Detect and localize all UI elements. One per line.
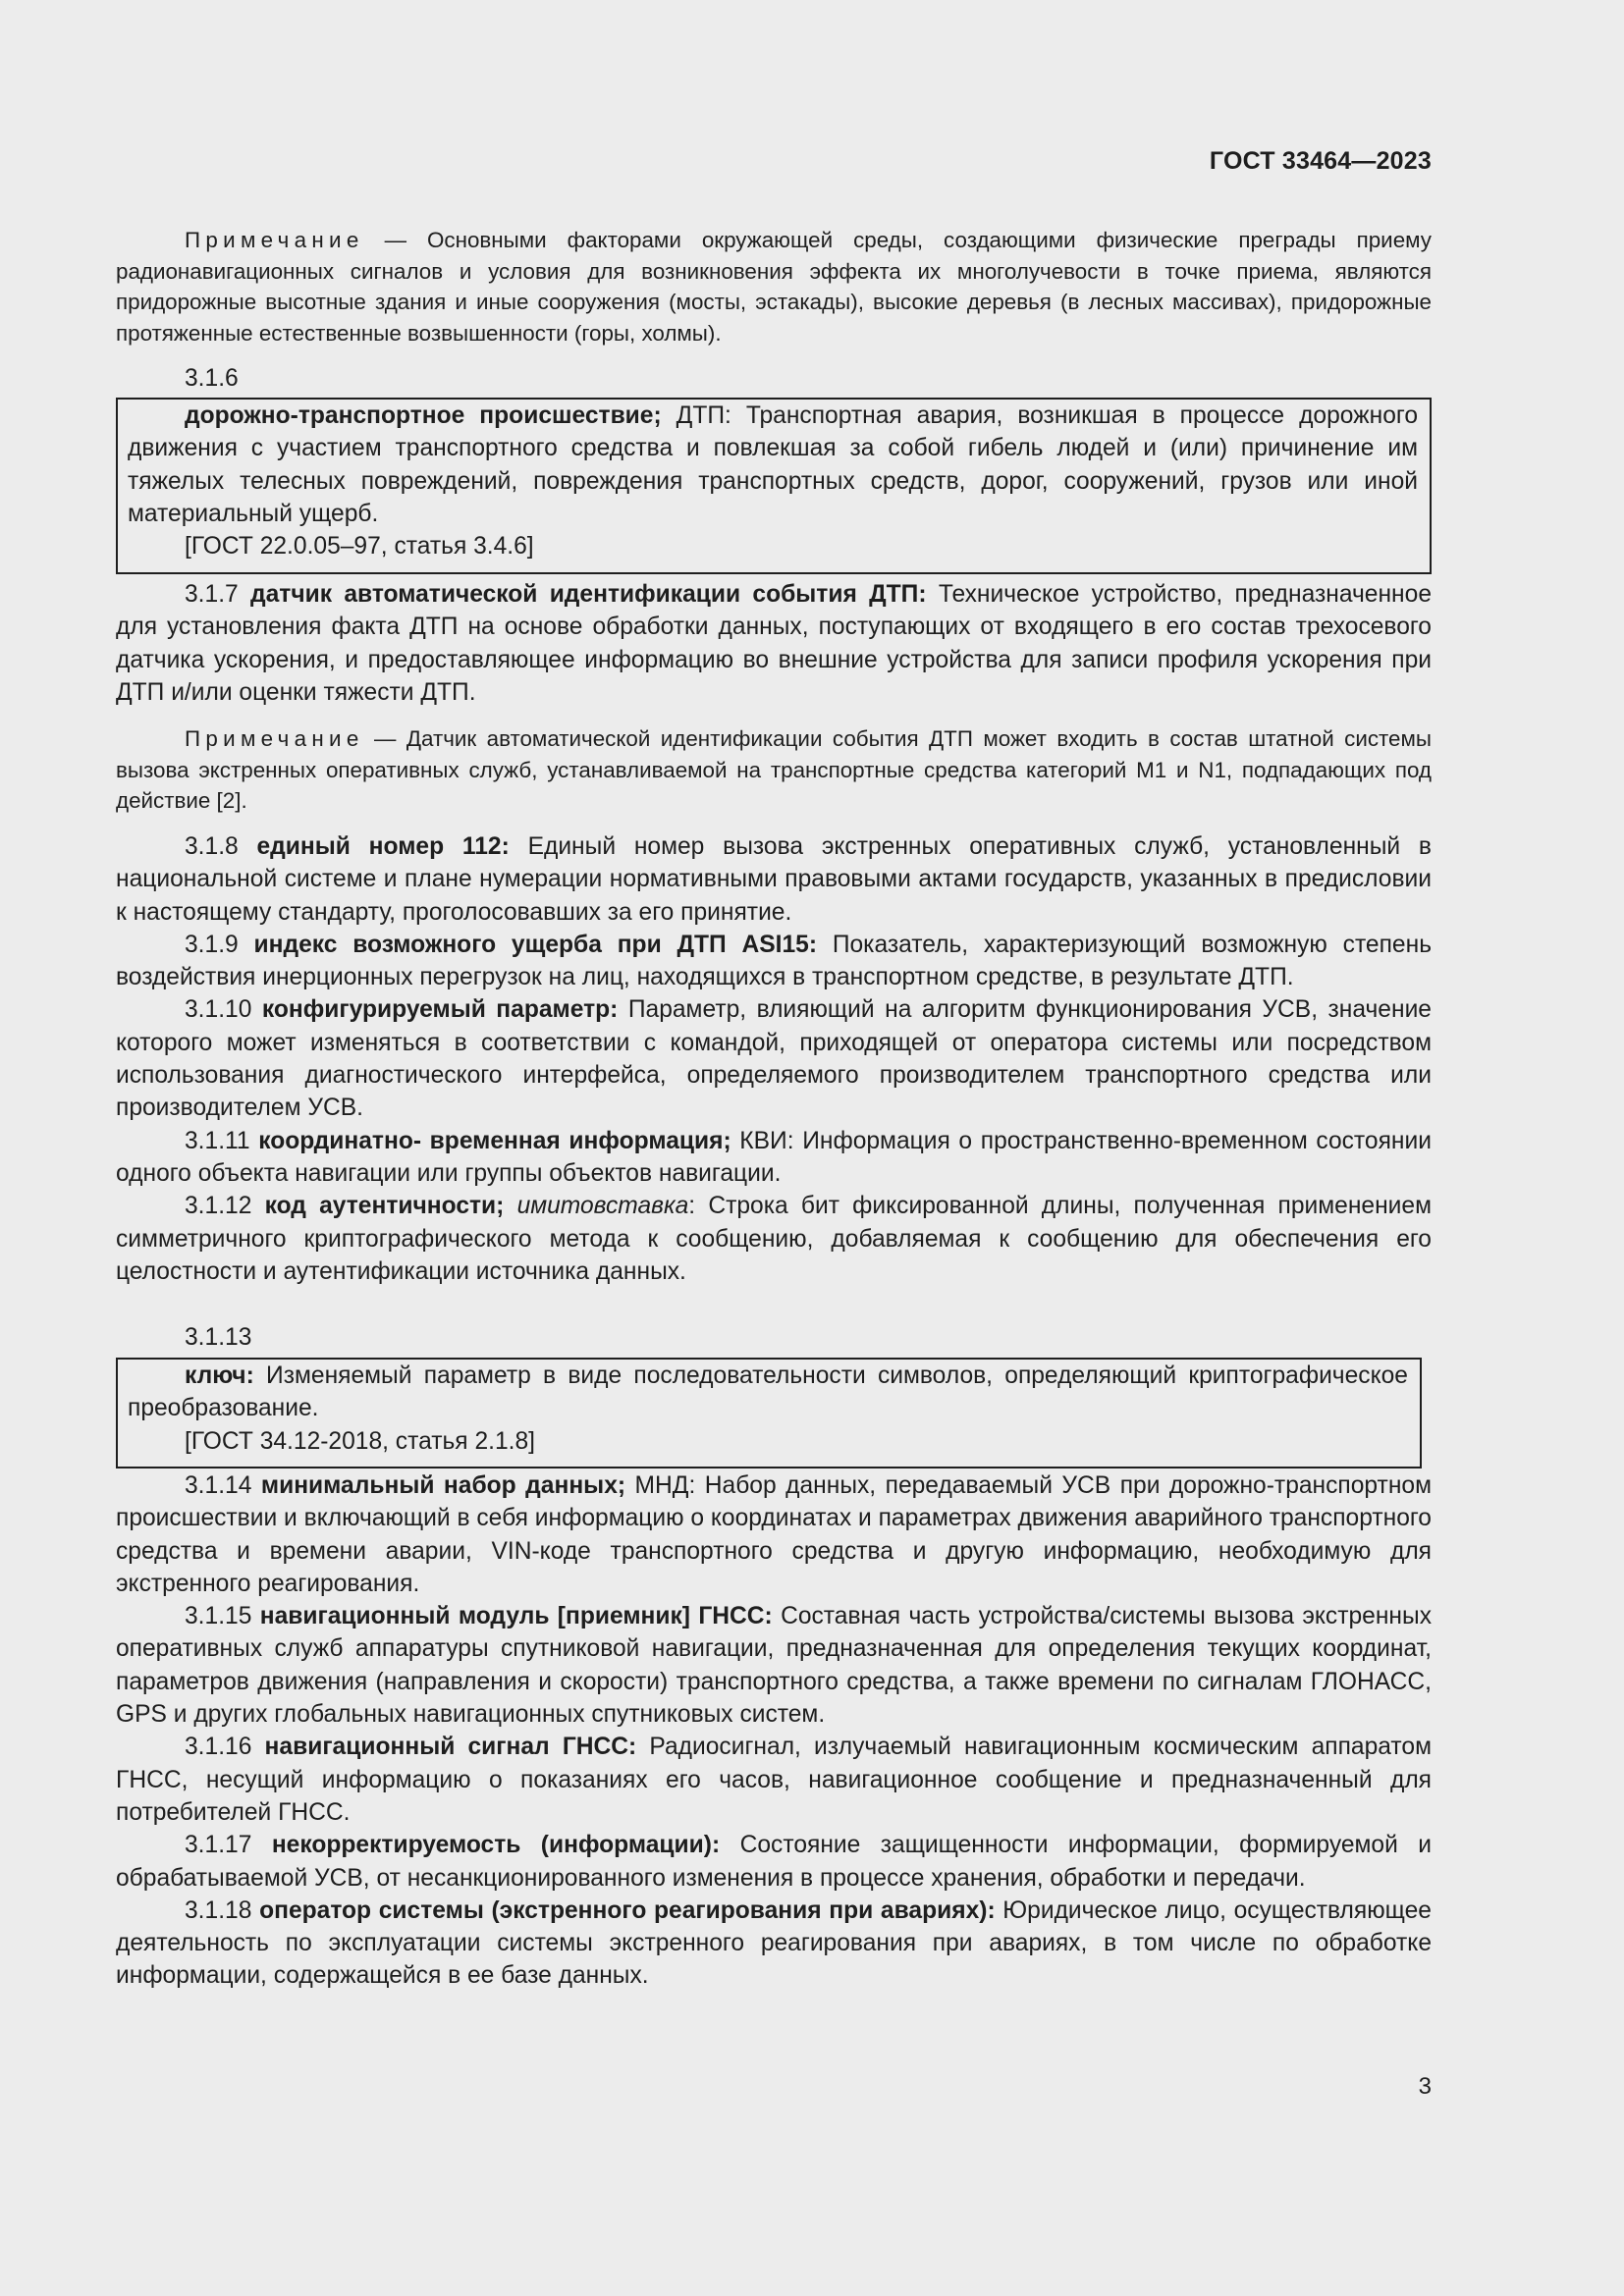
note-text: — Датчик автоматической идентификации события ДТП может входить в состав штатной системы вызова экстренных оперативных служб, устанавливаемой на транспортные средства категорий М1 и N1, подпадающих под действие [2]. bbox=[116, 726, 1432, 813]
definition-text: Техническое устройство, предназначенное для установления факта ДТП на основе обработки данных, поступающих от входящего в его состав трехосевого датчика ускорения, и предоставляющее информацию во внешние устройства для записи профиля ускорения при ДТП и/или оценки тяжести ДТП. bbox=[116, 581, 1432, 706]
definition-paragraph bbox=[116, 1469, 1432, 1600]
definition-text: Состояние защищенности информации, формируемой и обрабатываемой УСВ, от несанкционированного изменения в процессе хранения, обработки и передачи. bbox=[116, 1832, 1433, 1892]
definitions-block bbox=[116, 830, 1432, 1288]
section-number: 3.1.12 bbox=[185, 1193, 252, 1220]
quoted-definition-box bbox=[116, 398, 1432, 574]
quoted-definition-box bbox=[116, 1358, 1422, 1468]
term-synonym: имитовставка bbox=[516, 1193, 689, 1220]
term: конфигурируемый параметр: bbox=[261, 996, 619, 1024]
section-number: 3.1.15 bbox=[185, 1603, 252, 1630]
definition-text: МНД: Набор данных, передаваемый УСВ при дорожно-транспортном происшествии и включающий в себя информацию о координатах и параметрах движения аварийного транспортного средства и времени аварии, VIN-коде транспортного средства и другую информацию, необходимую для экстренного реагирования. bbox=[116, 1472, 1432, 1597]
definition-paragraph bbox=[116, 929, 1432, 994]
section-number: 3.1.6 bbox=[185, 365, 239, 392]
definition-paragraph bbox=[116, 1895, 1432, 1993]
section-number: 3.1.10 bbox=[185, 996, 252, 1024]
term: координатно- временная информация; bbox=[258, 1127, 731, 1154]
definition-paragraph bbox=[116, 1190, 1432, 1288]
source-reference: [ГОСТ 34.12-2018, статья 2.1.8] bbox=[185, 1427, 535, 1455]
section-number: 3.1.16 bbox=[185, 1734, 252, 1761]
definitions-block bbox=[116, 1469, 1432, 1993]
definition-paragraph bbox=[116, 830, 1432, 929]
note-paragraph bbox=[116, 723, 1432, 817]
definition-paragraph bbox=[128, 1360, 1408, 1425]
note-label: Примечание bbox=[185, 726, 364, 751]
definition-text: КВИ: Информация о пространственно-временном состоянии одного объекта навигации или группы объектов навигации. bbox=[116, 1127, 1432, 1187]
document-header: ГОСТ 33464—2023 bbox=[1209, 147, 1432, 175]
definition-paragraph bbox=[116, 1600, 1432, 1731]
section-number: 3.1.9 bbox=[185, 931, 239, 958]
definition-paragraph bbox=[116, 1731, 1432, 1829]
definition-text: Единый номер вызова экстренных оперативных служб, установленный в национальной системе и плане нумерации нормативными правовыми актами государств, указанных в предисловии к настоящему стандарту, проголосовавших за его принятие. bbox=[116, 833, 1432, 926]
term: ключ: bbox=[185, 1362, 254, 1389]
section-number: 3.1.13 bbox=[185, 1324, 252, 1351]
note-label: Примечание bbox=[185, 228, 364, 252]
definition-paragraph bbox=[128, 400, 1418, 530]
term: некорректируемость (информации): bbox=[271, 1832, 721, 1859]
term: минимальный набор данных; bbox=[260, 1472, 626, 1499]
term: индекс возможного ущерба при ДТП ASI15: bbox=[253, 931, 818, 958]
definition-paragraph bbox=[116, 1829, 1432, 1895]
definition-text: : Строка бит фиксированной длины, полученная применением симметричного криптографического метода к сообщению, добавляемая к сообщению для обеспечения его целостности и аутентификации источника данных. bbox=[116, 1193, 1432, 1285]
section-number: 3.1.8 bbox=[185, 833, 239, 860]
definition-text: Изменяемый параметр в виде последовательности символов, определяющий криптографическое преобразование. bbox=[128, 1362, 1408, 1422]
definition-text: Юридическое лицо, осуществляющее деятельность по эксплуатации системы экстренного реагирования при авариях, в том числе по обработке информации, содержащейся в ее базе данных. bbox=[116, 1896, 1432, 1990]
definition-text: ДТП: Транспортная авария, возникшая в процессе дорожного движения с участием транспортного средства и повлекшая за собой гибель людей и (или) причинение им тяжелых телесных повреждений, повреждения транспортных средств, дорог, сооружений, грузов или иной материальный ущерб. bbox=[128, 402, 1419, 527]
section-number: 3.1.7 bbox=[185, 581, 239, 608]
section-number: 3.1.17 bbox=[185, 1832, 252, 1859]
section-number: 3.1.18 bbox=[185, 1896, 252, 1924]
definition-text: Параметр, влияющий на алгоритм функционирования УСВ, значение которого может изменяться в соответствии с командой, приходящей от оператора системы или посредством использования диагностического интерфейса, определяемого производителем транспортного средства или производителем УСВ. bbox=[116, 996, 1432, 1122]
note-paragraph bbox=[116, 225, 1432, 348]
definition-text: Радиосигнал, излучаемый навигационным космическим аппаратом ГНСС, несущий информацию о показаниях его часов, навигационное сообщение и предназначенный для потребителей ГНСС. bbox=[116, 1734, 1432, 1826]
definition-text: Показатель, характеризующий возможную степень воздействия инерционных перегрузок на лиц, находящихся в транспортном средстве, в результате ДТП. bbox=[116, 931, 1433, 991]
term: единый номер 112: bbox=[256, 833, 510, 860]
term: датчик автоматической идентификации события ДТП: bbox=[250, 581, 927, 608]
term: оператор системы (экстренного реагирования при авариях): bbox=[259, 1896, 996, 1924]
term: навигационный сигнал ГНСС: bbox=[264, 1734, 637, 1761]
definition-paragraph bbox=[116, 578, 1432, 709]
document-page bbox=[116, 0, 1432, 2296]
term: дорожно-транспортное происшествие; bbox=[185, 402, 662, 429]
page-number: 3 bbox=[1418, 2073, 1432, 2100]
definition-paragraph bbox=[116, 1125, 1432, 1191]
source-reference: [ГОСТ 22.0.05–97, статья 3.4.6] bbox=[185, 533, 534, 561]
definition-text: Составная часть устройства/системы вызова экстренных оперативных служб аппаратуры спутниковой навигации, предназначенная для определения текущих координат, параметров движения (направления и скорости) транспортного средства, а также времени по сигналам ГЛОНАСС, GPS и других глобальных навигационных спутниковых систем. bbox=[116, 1603, 1432, 1729]
section-number: 3.1.14 bbox=[185, 1472, 252, 1499]
note-text: — Основными факторами окружающей среды, создающими физические преграды приему радионавигационных сигналов и условия для возникновения эффекта их многолучевости в точке приема, являются придорожные высотные здания и иные сооружения (мосты, эстакады), высокие деревья (в лесных массивах), придорожные протяженные естественные возвышенности (горы, холмы). bbox=[116, 228, 1432, 346]
term: код аутентичности; bbox=[264, 1193, 505, 1220]
definition-paragraph bbox=[116, 993, 1432, 1124]
section-number: 3.1.11 bbox=[185, 1127, 250, 1154]
term: навигационный модуль [приемник] ГНСС: bbox=[259, 1603, 773, 1630]
